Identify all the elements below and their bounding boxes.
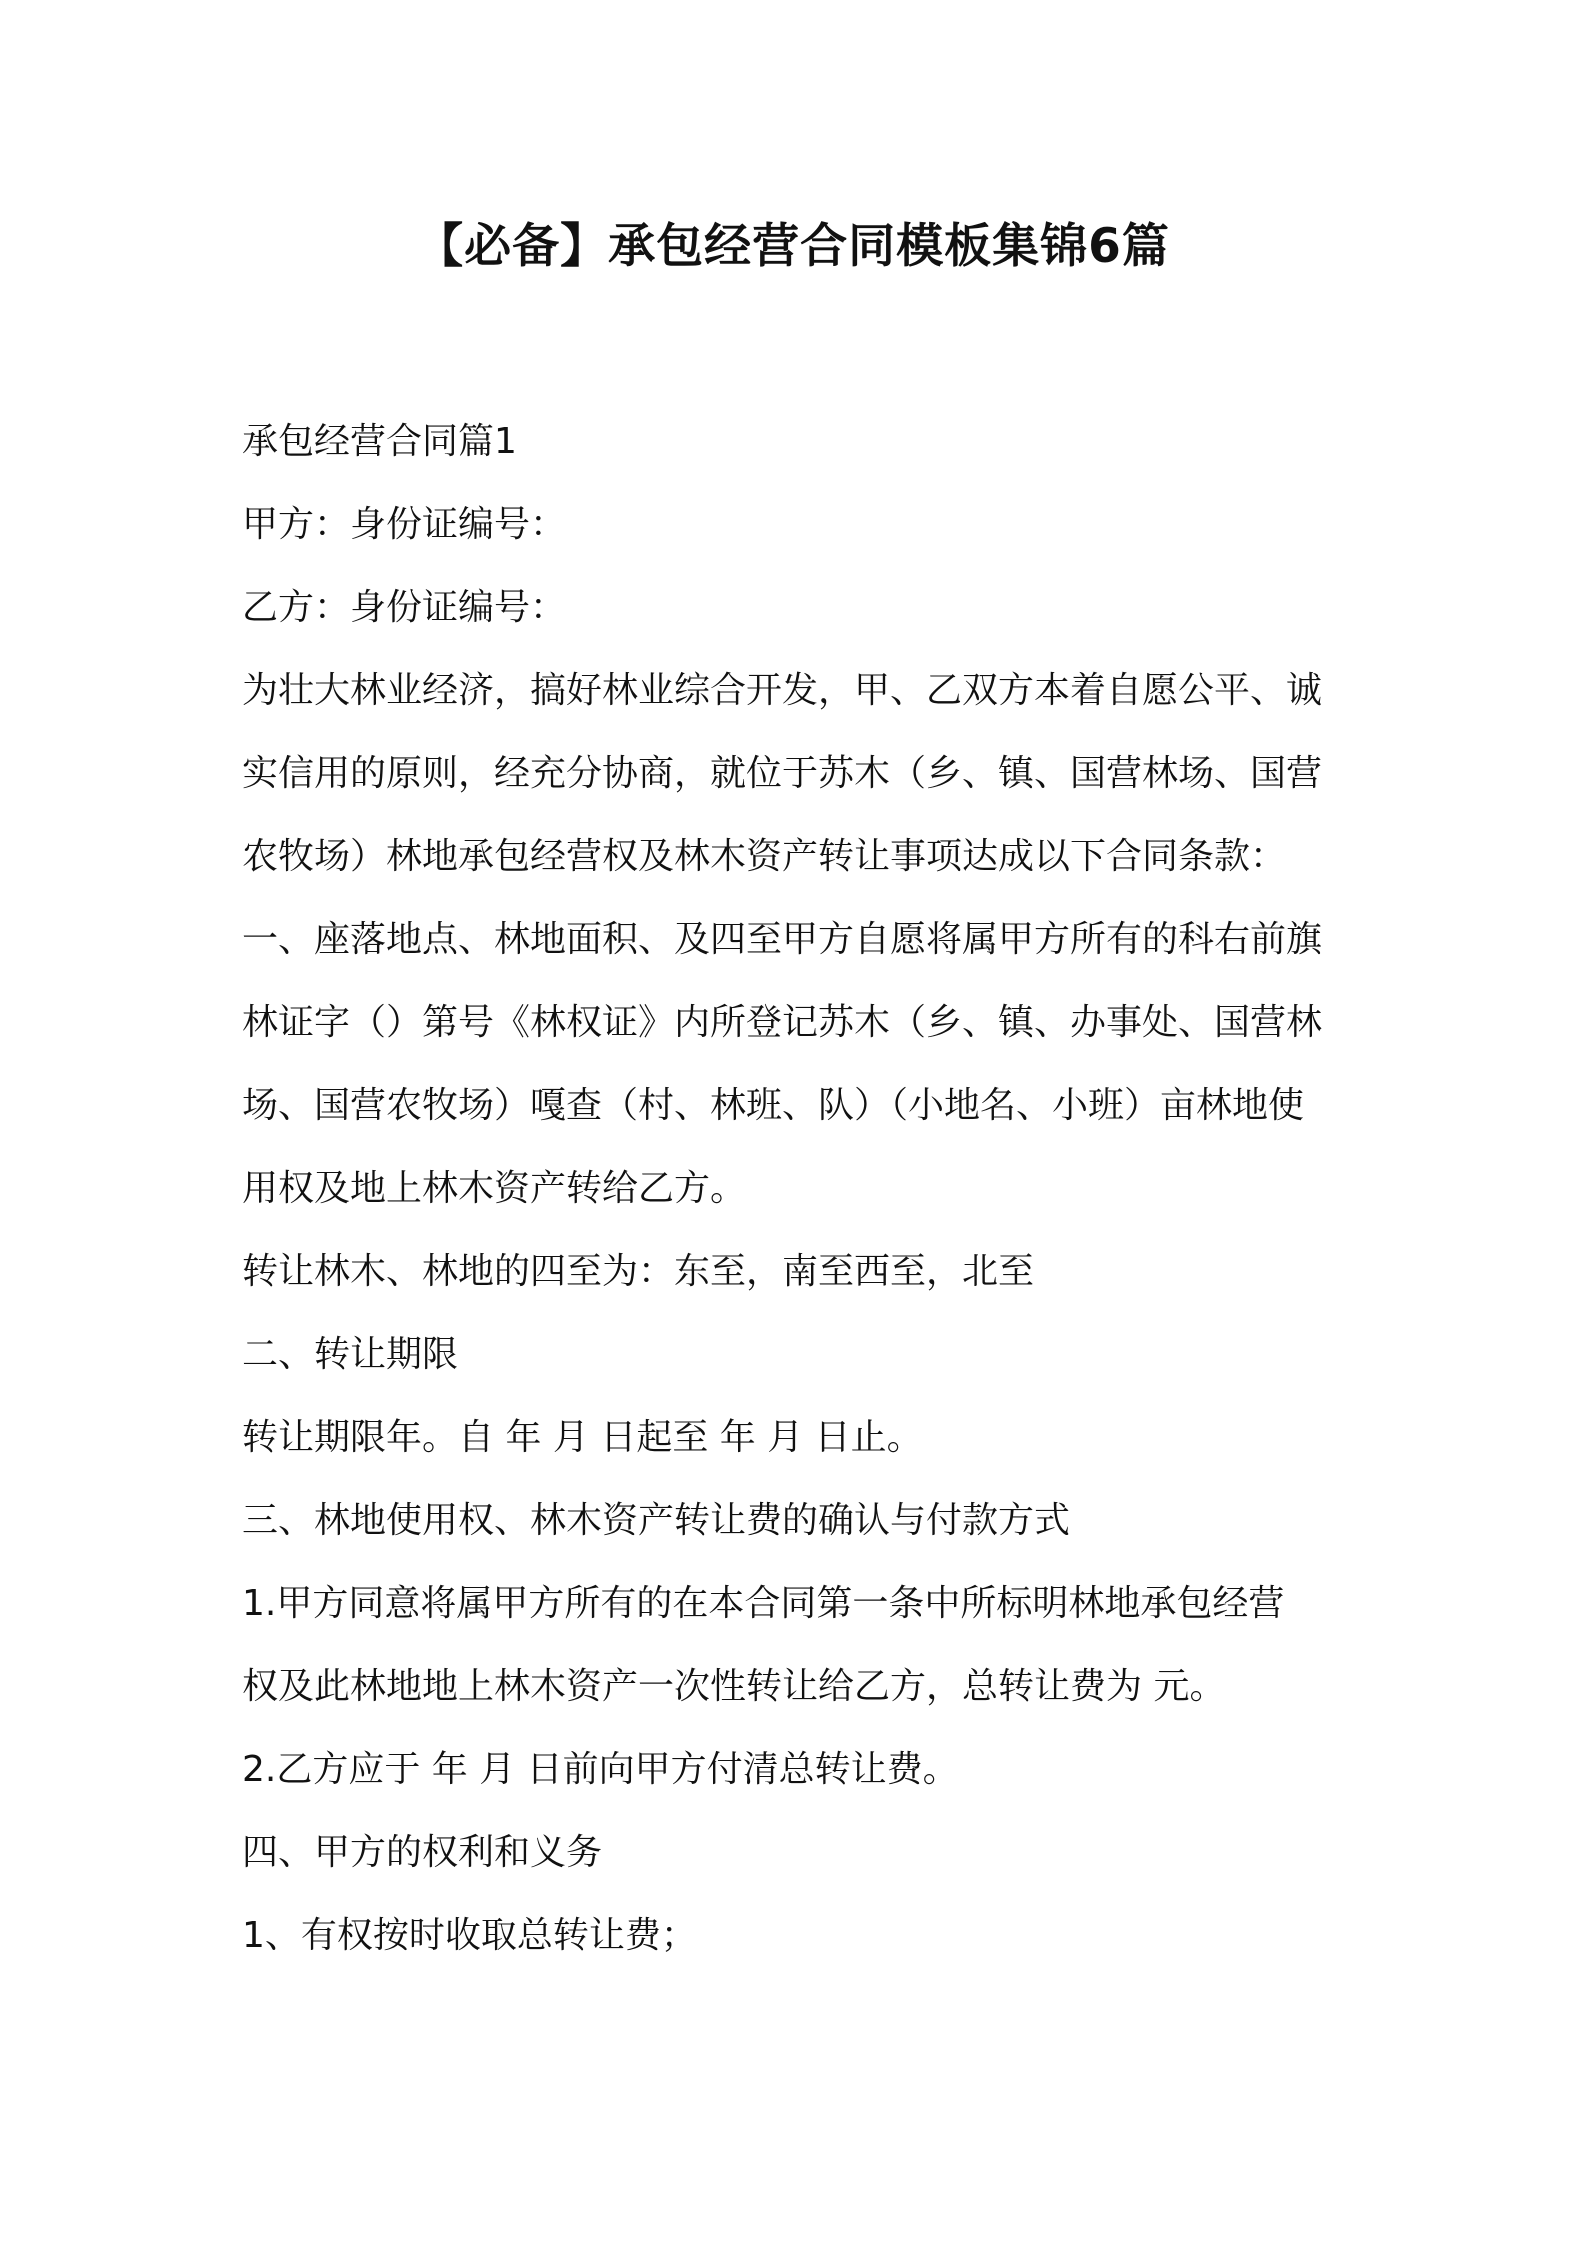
transfer-period-line: 转让期限年。自 年 月 日起至 年 月 日止。 (242, 1417, 923, 1458)
clause-3-heading: 三、林地使用权、林木资产转让费的确认与付款方式 (242, 1500, 1071, 1541)
clause-3-item-1-line: 1.甲方同意将属甲方所有的在本合同第一条中所标明林地承包经营 (242, 1583, 1285, 1624)
clause-1-line: 用权及地上林木资产转给乙方。 (242, 1168, 747, 1209)
paragraph-line: 为壮大林业经济，搞好林业综合开发，甲、乙双方本着自愿公平、诚 (242, 670, 1323, 711)
paragraph-line: 实信用的原则，经充分协商，就位于苏木（乡、镇、国营林场、国营 (242, 753, 1323, 794)
party-b-line: 乙方：身份证编号： (242, 587, 567, 628)
clause-4-item-1-line: 1、有权按时收取总转让费； (242, 1915, 697, 1956)
clause-1-line: 林证字（）第号《林权证》内所登记苏木（乡、镇、办事处、国营林 (242, 1002, 1323, 1043)
clause-1-line: 场、国营农牧场）嘎查（村、林班、队）（小地名、小班）亩林地使 (242, 1085, 1305, 1126)
boundaries-line: 转让林木、林地的四至为：东至，南至西至，北至 (242, 1251, 1035, 1292)
paragraph-line: 农牧场）林地承包经营权及林木资产转让事项达成以下合同条款： (242, 836, 1287, 877)
clause-4-heading: 四、甲方的权利和义务 (242, 1832, 603, 1873)
document-title: 【必备】承包经营合同模板集锦6篇 (416, 219, 1170, 274)
clause-3-item-1-line: 权及此林地地上林木资产一次性转让给乙方，总转让费为 元。 (242, 1666, 1226, 1707)
clause-3-item-2-line: 2.乙方应于 年 月 日前向甲方付清总转让费。 (242, 1749, 959, 1790)
document-body (242, 400, 1352, 1977)
section-heading-contract-1: 承包经营合同篇1 (242, 421, 517, 462)
clause-2-heading: 二、转让期限 (242, 1334, 459, 1375)
party-a-line: 甲方：身份证编号： (242, 504, 567, 545)
clause-1-line: 一、座落地点、林地面积、及四至甲方自愿将属甲方所有的科右前旗 (242, 919, 1323, 960)
